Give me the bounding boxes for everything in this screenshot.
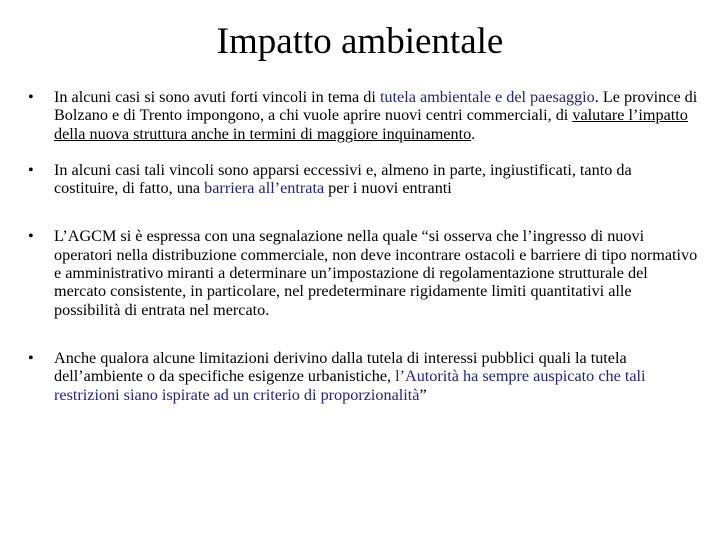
- bullet-text: In alcuni casi si sono avuti forti vincoli in tema di: [54, 88, 380, 106]
- slide-title: Impatto ambientale: [216, 21, 504, 62]
- bullet-text: Anche qualora alcune limitazioni derivino dalla tutela di interessi pubblici quali la tutela dell’ambiente o da specifiche esigenze urbanistiche,: [54, 348, 627, 386]
- bullet-item-tutela-ambientale: [28, 88, 698, 143]
- bullet-underlined: valutare l’impatto della nuova struttura anche in termini di maggiore inquinamento: [54, 106, 688, 143]
- bullet-item-agcm: [28, 227, 698, 318]
- bullet-highlight: tutela ambientale e del paesaggio: [379, 88, 595, 106]
- bullet-text: L’AGCM si è espressa con una segnalazione nella quale “si osserva che l’ingresso di nuovi operatori nella distribuzione commerciale, non deve incontrare ostacoli e barriere di tipo normativo e amministrativo miranti a determinare un’impostazione di regolamentazione strutturale del mercato consistente, in particolare, nel predeterminare rigidamente limiti quantitativi alle possibilità di entrata nel mercato.: [54, 227, 698, 319]
- bullet-item-proporzionalita: [28, 349, 698, 404]
- bullet-list: [28, 88, 698, 421]
- bullet-marker: •: [28, 227, 34, 246]
- bullet-highlight: l’Autorità ha sempre auspicato che tali restrizioni siano ispirate ad un criterio di proporzionalità: [54, 367, 646, 404]
- bullet-text: . Le province di Bolzano e di Trento impongono, a chi vuole aprire nuovi centri commerciali, di: [54, 88, 698, 125]
- bullet-marker: •: [28, 88, 34, 106]
- bullet-highlight: barriera all’entrata: [204, 179, 325, 198]
- bullet-marker: •: [28, 348, 34, 367]
- bullet-text: In alcuni casi tali vincoli sono apparsi eccessivi e, almeno in parte, ingiustificati, tanto da costituire, di fatto, una: [54, 160, 632, 198]
- bullet-item-vincoli-eccessivi: [28, 161, 698, 198]
- bullet-text: .: [471, 124, 476, 143]
- bullet-text: per i nuovi entranti: [324, 179, 452, 198]
- bullet-text: ”: [419, 385, 427, 404]
- bullet-marker: •: [28, 160, 34, 179]
